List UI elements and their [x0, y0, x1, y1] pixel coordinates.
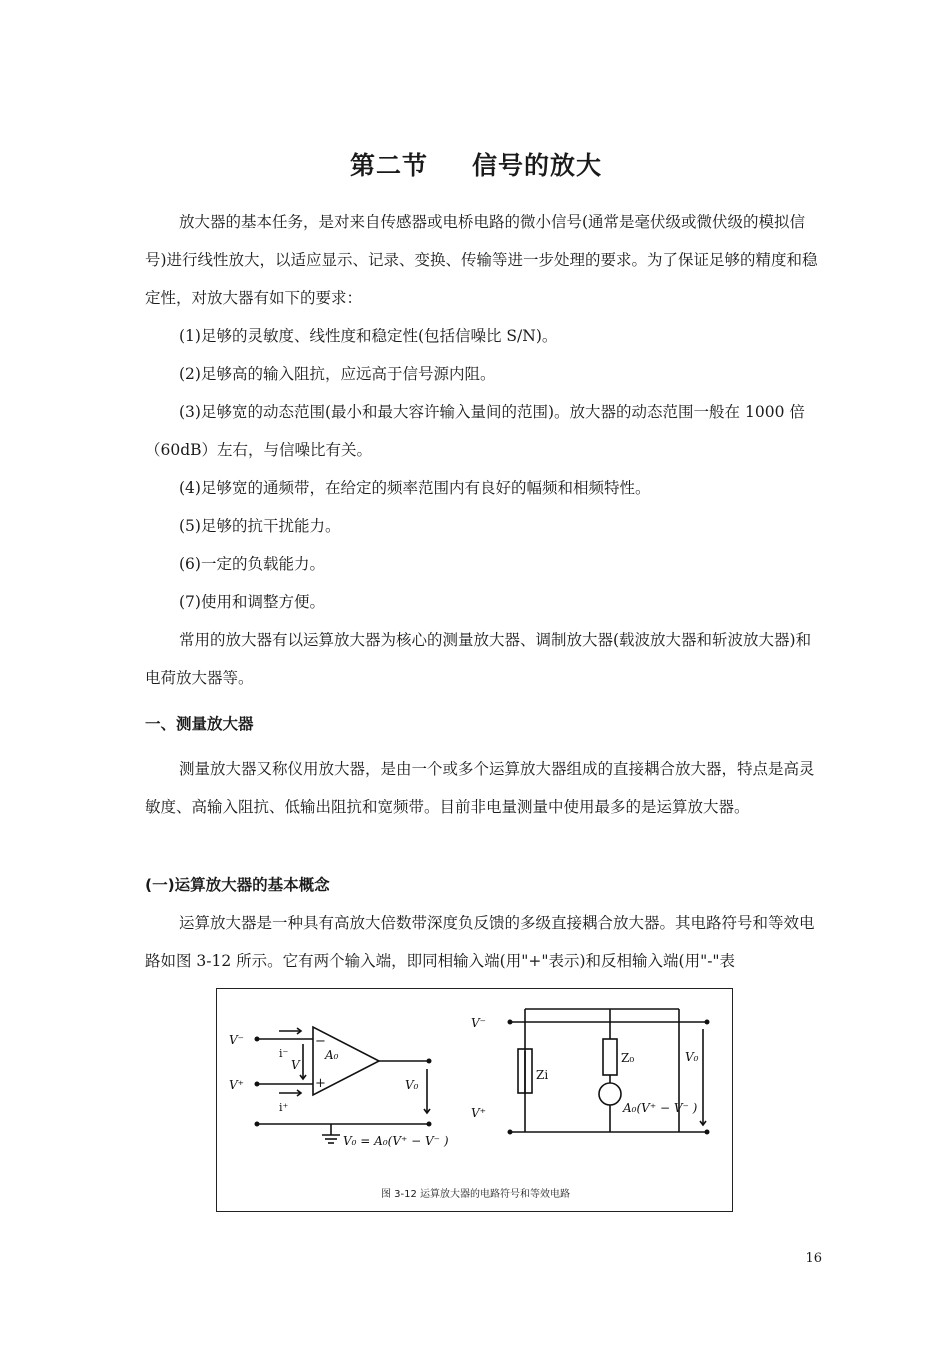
label-output-equation: V₀ = A₀(V⁺ − V⁻ ): [343, 1134, 449, 1148]
requirement-item-2: (2)足够高的输入阻抗，应远高于信号源内阻。: [179, 365, 496, 383]
figure-caption: 图 3-12 运算放大器的电路符号和等效电路: [380, 1189, 571, 1200]
label-eq-v-plus: V⁺: [471, 1106, 486, 1120]
requirement-item-1: (1)足够的灵敏度、线性度和稳定性(包括信噪比 S/N)。: [179, 327, 558, 345]
label-gain: A₀: [325, 1048, 339, 1062]
measurement-amplifier-paragraph: 测量放大器又称仪用放大器，是由一个或多个运算放大器组成的直接耦合放大器，特点是高灵敏度、高输入阻抗、低输出阻抗和宽频带。目前非电量测量中使用最多的是运算放大器。: [145, 760, 815, 816]
requirement-item-7: (7)使用和调整方便。: [179, 593, 325, 611]
opamp-block: [145, 904, 825, 980]
requirement-item-4: (4)足够宽的通频带，在给定的频率范围内有良好的幅频和相频特性。: [179, 479, 651, 497]
label-eq-v-minus: V⁻: [471, 1016, 486, 1030]
label-v-diff: V: [291, 1058, 300, 1072]
label-minus-input: −: [315, 1034, 326, 1049]
figure-3-12: [216, 988, 733, 1212]
requirement-item-5: (5)足够的抗干扰能力。: [179, 517, 341, 535]
intro-paragraph: 放大器的基本任务，是对来自传感器或电桥电路的微小信号(通常是毫伏级或微伏级的模拟信号)进行线性放大，以适应显示、记录、变换、传输等进一步处理的要求。为了保证足够的精度和稳定性，对放大器有如下的要求：: [145, 213, 818, 307]
label-eq-vo: V₀: [685, 1050, 699, 1064]
label-v-minus: V⁻: [229, 1033, 244, 1047]
opamp-circuit-diagram: [217, 989, 734, 1213]
label-v-plus: V⁺: [229, 1078, 244, 1092]
section-title: [0, 146, 952, 182]
label-zo: Z₀: [621, 1051, 635, 1065]
opamp-paragraph: 运算放大器是一种具有高放大倍数带深度负反馈的多级直接耦合放大器。其电路符号和等效电路如图 3-12 所示。它有两个输入端，即同相输入端(用"+"表示)和反相输入端(用"-"表: [145, 914, 815, 970]
label-i-minus: i⁻: [279, 1047, 289, 1060]
measurement-amplifier-block: [145, 750, 825, 826]
label-zi: Zi: [536, 1068, 549, 1082]
requirement-item-6: (6)一定的负载能力。: [179, 555, 325, 573]
label-source: A₀(V⁺ − V⁻ ): [623, 1101, 698, 1115]
page-number: 16: [805, 1251, 822, 1266]
requirement-item-3: (3)足够宽的动态范围(最小和最大容许输入量间的范围)。放大器的动态范围一般在 1000 倍（60dB）左右，与信噪比有关。: [145, 403, 805, 459]
section-title-text: 信号的放大: [472, 151, 603, 180]
amplifier-types-paragraph: 常用的放大器有以运算放大器为核心的测量放大器、调制放大器(载波放大器和斩波放大器)和电荷放大器等。: [145, 631, 812, 687]
label-vo: V₀: [405, 1078, 419, 1092]
section-title-number: 第二节: [349, 151, 428, 180]
intro-block: [145, 203, 825, 697]
label-plus-input: +: [315, 1076, 326, 1091]
label-i-plus: i⁺: [279, 1101, 289, 1114]
subsection-heading-opamp: (一)运算放大器的基本概念: [145, 876, 330, 894]
section-heading-measurement-amplifier: 一、测量放大器: [145, 715, 254, 733]
